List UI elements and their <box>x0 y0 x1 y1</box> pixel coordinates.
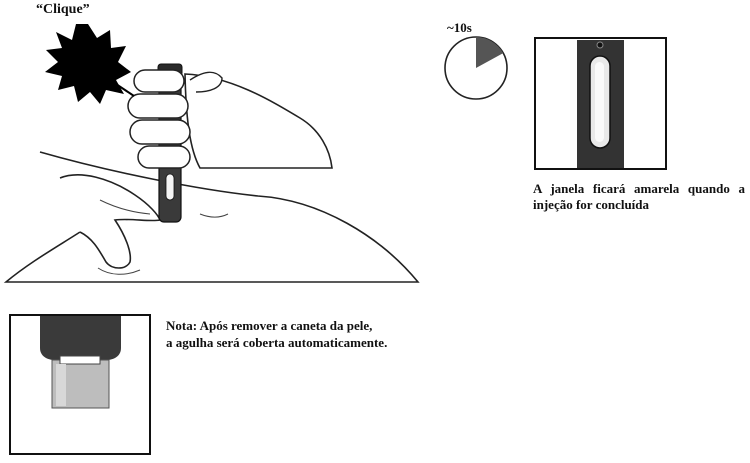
timer-clock-icon <box>445 37 507 99</box>
needle-note-line-1: Nota: Após remover a caneta da pele, <box>166 318 373 333</box>
needle-note-line-2: a agulha será coberta automaticamente. <box>166 335 388 350</box>
window-caption: A janela ficará amarela quando a injeção for concluída <box>533 181 745 212</box>
needle-shield-rim <box>60 356 100 364</box>
window-closeup-panel <box>535 38 666 169</box>
closeup-indicator-dot <box>597 42 603 48</box>
needle-shield-highlight <box>56 364 66 406</box>
click-burst-icon <box>45 24 131 104</box>
needle-cover-panel <box>10 315 150 454</box>
closeup-window-highlight <box>595 62 604 142</box>
closeup-pen-tip <box>40 316 121 360</box>
needle-note <box>166 317 446 351</box>
timer-label: ~10s <box>447 20 472 35</box>
injection-scene <box>6 64 418 282</box>
pen-inspection-window <box>166 174 174 200</box>
pinching-hand <box>60 175 160 268</box>
click-sound-label: “Clique” <box>36 2 90 17</box>
